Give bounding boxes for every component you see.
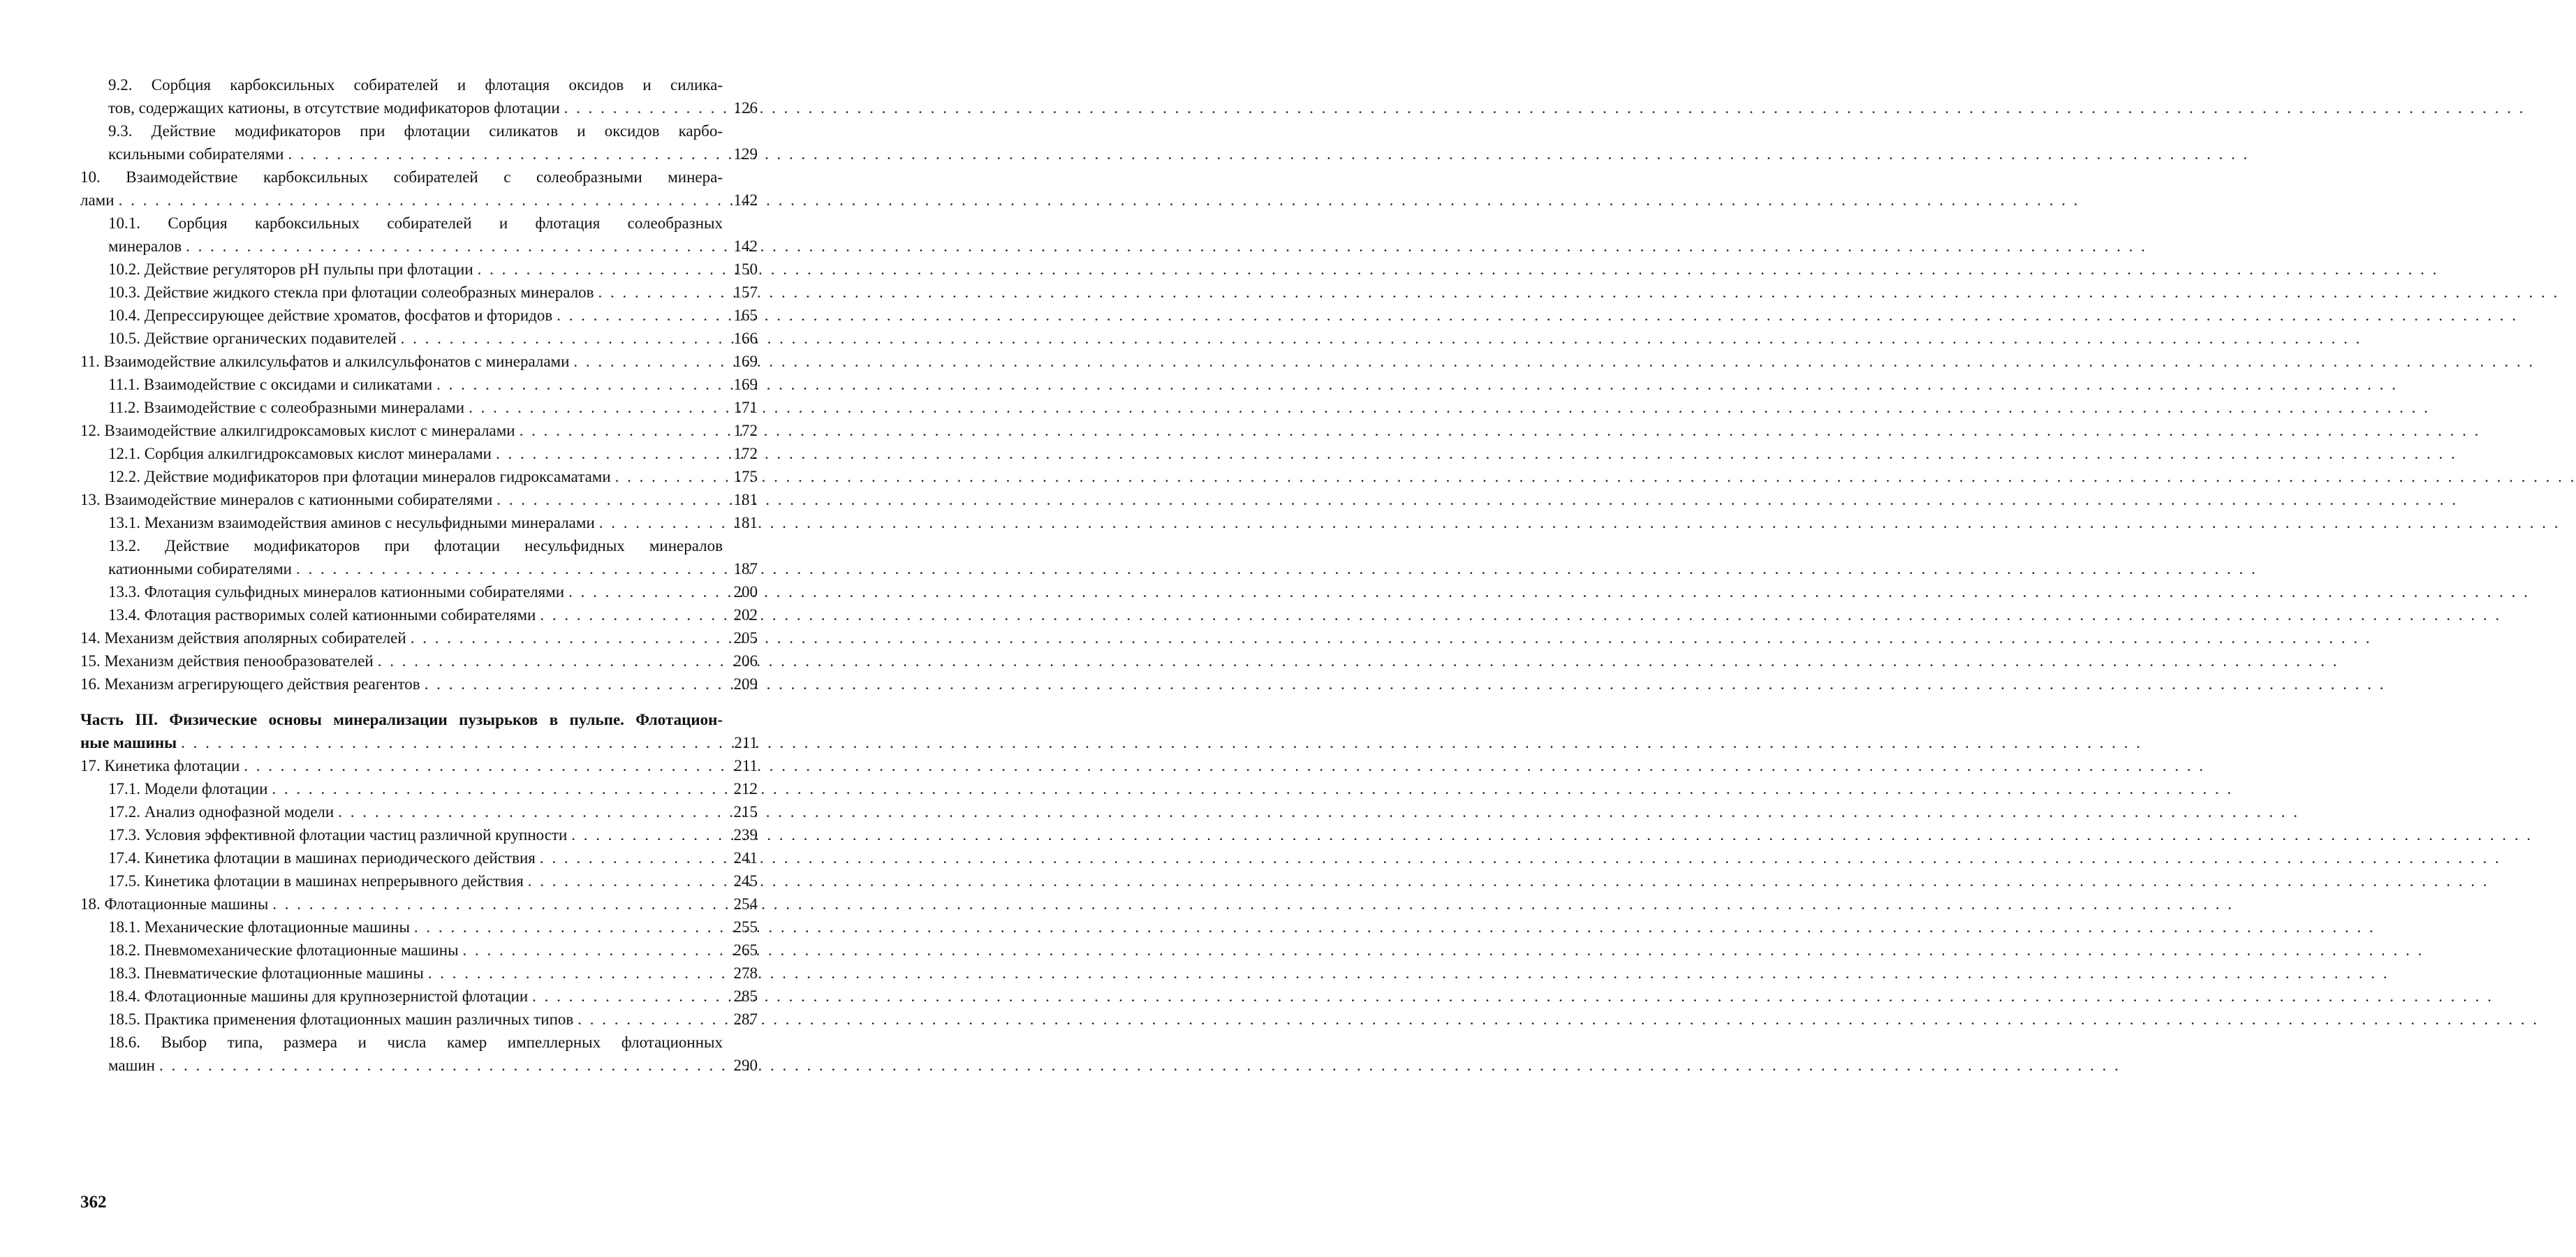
toc-page-number: 287 <box>727 1008 758 1031</box>
dot-leader <box>401 327 723 350</box>
toc-entry-title: 13.3. Флотация сульфидных минералов катионными собирателями <box>108 580 564 603</box>
toc-page-number: 278 <box>727 962 758 985</box>
toc-page-number: 181 <box>727 511 758 534</box>
toc-entry[interactable] <box>80 258 758 281</box>
toc-page-number: 202 <box>727 603 758 626</box>
dot-leader <box>599 511 723 534</box>
toc-entry[interactable] <box>80 580 758 603</box>
toc-entry[interactable] <box>80 603 758 626</box>
toc-page-number: 171 <box>727 396 758 419</box>
toc-entry-title: 11.1. Взаимодействие с оксидами и силикатами <box>108 373 432 396</box>
toc-page-number: 212 <box>727 777 758 800</box>
toc-entry[interactable] <box>80 119 758 166</box>
toc-entry-title: 18.1. Механические флотационные машины <box>108 916 410 939</box>
dot-leader <box>244 754 723 777</box>
toc-entry-title: 18.2. Пневмомеханические флотационные машины <box>108 939 459 962</box>
toc-page-number: 285 <box>727 985 758 1008</box>
dot-leader <box>181 731 723 754</box>
toc-page-number: 175 <box>727 465 758 488</box>
toc-page-number: 129 <box>727 142 758 166</box>
toc-entry-title: 10.5. Действие органических подавителей <box>108 327 397 350</box>
toc-entry[interactable] <box>80 649 758 672</box>
dot-leader <box>577 1008 723 1031</box>
dot-leader <box>520 419 723 442</box>
dot-leader <box>540 846 723 869</box>
toc-entry-title: 10.4. Депрессирующее действие хроматов, фосфатов и фторидов <box>108 304 552 327</box>
toc-page-number: 157 <box>727 281 758 304</box>
toc-entry[interactable] <box>80 73 758 119</box>
dot-leader <box>528 869 723 892</box>
toc-page-number: 215 <box>727 800 758 823</box>
toc-entry-title-line1: 13.2. Действие модификаторов при флотации несульфидных минералов <box>108 534 758 557</box>
dot-leader <box>186 235 723 258</box>
toc-entry-title-line1: 9.2. Сорбция карбоксильных собирателей и флотация оксидов и силика- <box>108 73 758 96</box>
dot-leader <box>598 281 723 304</box>
table-of-contents <box>80 73 758 1077</box>
toc-entry[interactable] <box>80 939 758 962</box>
dot-leader <box>414 916 723 939</box>
toc-entry-title: 16. Механизм агрегирующего действия реагентов <box>80 672 420 696</box>
toc-page-number: 150 <box>727 258 758 281</box>
dot-leader <box>496 488 723 511</box>
toc-entry[interactable] <box>80 892 758 916</box>
dot-leader <box>469 396 723 419</box>
toc-page-number: 126 <box>727 96 758 119</box>
dot-leader <box>571 823 723 846</box>
toc-entry[interactable] <box>80 465 758 488</box>
dot-leader <box>296 557 723 580</box>
toc-entry[interactable] <box>80 846 758 869</box>
toc-page-number: 142 <box>727 235 758 258</box>
toc-entry-title-line2: минералов <box>108 235 182 258</box>
toc-entry-title: 18. Флотационные машины <box>80 892 268 916</box>
page-number: 362 <box>80 1193 107 1212</box>
dot-leader <box>496 442 723 465</box>
toc-entry[interactable] <box>80 985 758 1008</box>
dot-leader <box>532 985 723 1008</box>
dot-leader <box>411 626 723 649</box>
toc-page-number: 211 <box>727 731 758 754</box>
toc-page-number: 239 <box>727 823 758 846</box>
toc-entry-title: 17.5. Кинетика флотации в машинах непрерывного действия <box>108 869 524 892</box>
toc-entry-title-line2: ксильными собирателями <box>108 142 284 166</box>
toc-entry[interactable] <box>80 754 758 777</box>
toc-page-number: 209 <box>727 672 758 696</box>
toc-page-number: 200 <box>727 580 758 603</box>
dot-leader <box>436 373 723 396</box>
toc-entry-title: 18.3. Пневматические флотационные машины <box>108 962 424 985</box>
toc-entry[interactable] <box>80 304 758 327</box>
toc-entry-title: 11.2. Взаимодействие с солеобразными минералами <box>108 396 464 419</box>
toc-entry-title: 13.4. Флотация растворимых солей катионными собирателями <box>108 603 536 626</box>
toc-entry[interactable] <box>80 212 758 258</box>
toc-page-number: 245 <box>727 869 758 892</box>
toc-entry-title: 13.1. Механизм взаимодействия аминов с несульфидными минералами <box>108 511 595 534</box>
toc-entry-title: 12. Взаимодействие алкилгидроксамовых кислот с минералами <box>80 419 515 442</box>
toc-entry-title-line1: 10. Взаимодействие карбоксильных собирателей с солеобразными минера- <box>80 166 758 189</box>
toc-entry-title: 10.3. Действие жидкого стекла при флотации солеобразных минералов <box>108 281 594 304</box>
toc-entry[interactable] <box>80 800 758 823</box>
toc-page-number: 181 <box>727 488 758 511</box>
toc-page-number: 166 <box>727 327 758 350</box>
toc-page-number: 206 <box>727 649 758 672</box>
toc-entry[interactable] <box>80 962 758 985</box>
toc-entry-title: 17.4. Кинетика флотации в машинах периодического действия <box>108 846 536 869</box>
toc-entry-title: 17.2. Анализ однофазной модели <box>108 800 334 823</box>
toc-entry[interactable] <box>80 916 758 939</box>
toc-entry-title-line2: катионными собирателями <box>108 557 292 580</box>
dot-leader <box>272 777 723 800</box>
toc-page-number: 265 <box>727 939 758 962</box>
toc-page-number: 165 <box>727 304 758 327</box>
toc-entry[interactable] <box>80 823 758 846</box>
toc-entry[interactable] <box>80 672 758 696</box>
dot-leader <box>573 350 723 373</box>
toc-page-number: 254 <box>727 892 758 916</box>
toc-entry-title: 12.1. Сорбция алкилгидроксамовых кислот минералами <box>108 442 492 465</box>
toc-entry-title: 15. Механизм действия пенообразователей <box>80 649 374 672</box>
dot-leader <box>615 465 723 488</box>
toc-page-number: 169 <box>727 350 758 373</box>
toc-entry-title: 17.1. Модели флотации <box>108 777 267 800</box>
dot-leader <box>428 962 723 985</box>
toc-entry[interactable] <box>80 442 758 465</box>
toc-page-number: 172 <box>727 419 758 442</box>
toc-entry-title-line2: ные машины <box>80 731 177 754</box>
toc-entry-title: 10.2. Действие регуляторов pH пульпы при флотации <box>108 258 473 281</box>
toc-entry-title-line1: 10.1. Сорбция карбоксильных собирателей и флотация солеобразных <box>108 212 758 235</box>
toc-entry[interactable] <box>80 777 758 800</box>
toc-page-number: 255 <box>727 916 758 939</box>
document-page <box>0 0 838 1257</box>
dot-leader <box>159 1054 723 1077</box>
toc-entry[interactable] <box>80 708 758 754</box>
toc-entry[interactable] <box>80 419 758 442</box>
toc-entry[interactable] <box>80 396 758 419</box>
toc-entry-title-line2: тов, содержащих катионы, в отсутствие модификаторов флотации <box>108 96 560 119</box>
dot-leader <box>463 939 723 962</box>
toc-page-number: 169 <box>727 373 758 396</box>
toc-page-number: 211 <box>727 754 758 777</box>
toc-entry[interactable] <box>80 166 758 212</box>
toc-entry[interactable] <box>80 869 758 892</box>
toc-entry-title: 13. Взаимодействие минералов с катионными собирателями <box>80 488 492 511</box>
toc-page-number: 187 <box>727 557 758 580</box>
toc-entry-title: 12.2. Действие модификаторов при флотации минералов гидроксаматами <box>108 465 611 488</box>
toc-entry-title: 17.3. Условия эффективной флотации частиц различной крупности <box>108 823 567 846</box>
dot-leader <box>288 142 723 166</box>
toc-entry-title-line2: машин <box>108 1054 155 1077</box>
dot-leader <box>478 258 723 281</box>
toc-entry-title: 18.5. Практика применения флотационных машин различных типов <box>108 1008 573 1031</box>
toc-entry[interactable] <box>80 534 758 580</box>
dot-leader <box>425 672 723 696</box>
toc-entry-title-line1: 18.6. Выбор типа, размера и числа камер импеллерных флотационных <box>108 1031 758 1054</box>
toc-page-number: 241 <box>727 846 758 869</box>
toc-entry-title: 18.4. Флотационные машины для крупнозернистой флотации <box>108 985 528 1008</box>
toc-entry[interactable] <box>80 511 758 534</box>
toc-entry[interactable] <box>80 350 758 373</box>
dot-leader <box>119 189 723 212</box>
dot-leader <box>540 603 723 626</box>
dot-leader <box>378 649 723 672</box>
dot-leader <box>568 580 723 603</box>
toc-entry[interactable] <box>80 488 758 511</box>
dot-leader <box>272 892 723 916</box>
toc-entry-title: 17. Кинетика флотации <box>80 754 240 777</box>
toc-entry-title-line2: лами <box>80 189 115 212</box>
toc-page-number: 290 <box>727 1054 758 1077</box>
toc-entry[interactable] <box>80 281 758 304</box>
toc-entry[interactable] <box>80 373 758 396</box>
toc-entry[interactable] <box>80 1008 758 1031</box>
toc-page-number: 142 <box>727 189 758 212</box>
dot-leader <box>557 304 723 327</box>
toc-page-number: 172 <box>727 442 758 465</box>
dot-leader <box>338 800 723 823</box>
toc-entry-title-line1: Часть III. Физические основы минерализации пузырьков в пульпе. Флотацион- <box>80 708 758 731</box>
toc-entry-title: 14. Механизм действия аполярных собирателей <box>80 626 406 649</box>
toc-entry-title-line1: 9.3. Действие модификаторов при флотации силикатов и оксидов карбо- <box>108 119 758 142</box>
dot-leader <box>564 96 723 119</box>
toc-entry[interactable] <box>80 626 758 649</box>
toc-entry-title: 11. Взаимодействие алкилсульфатов и алкилсульфонатов с минералами <box>80 350 569 373</box>
toc-entry[interactable] <box>80 327 758 350</box>
toc-page-number: 205 <box>727 626 758 649</box>
toc-entry[interactable] <box>80 1031 758 1077</box>
